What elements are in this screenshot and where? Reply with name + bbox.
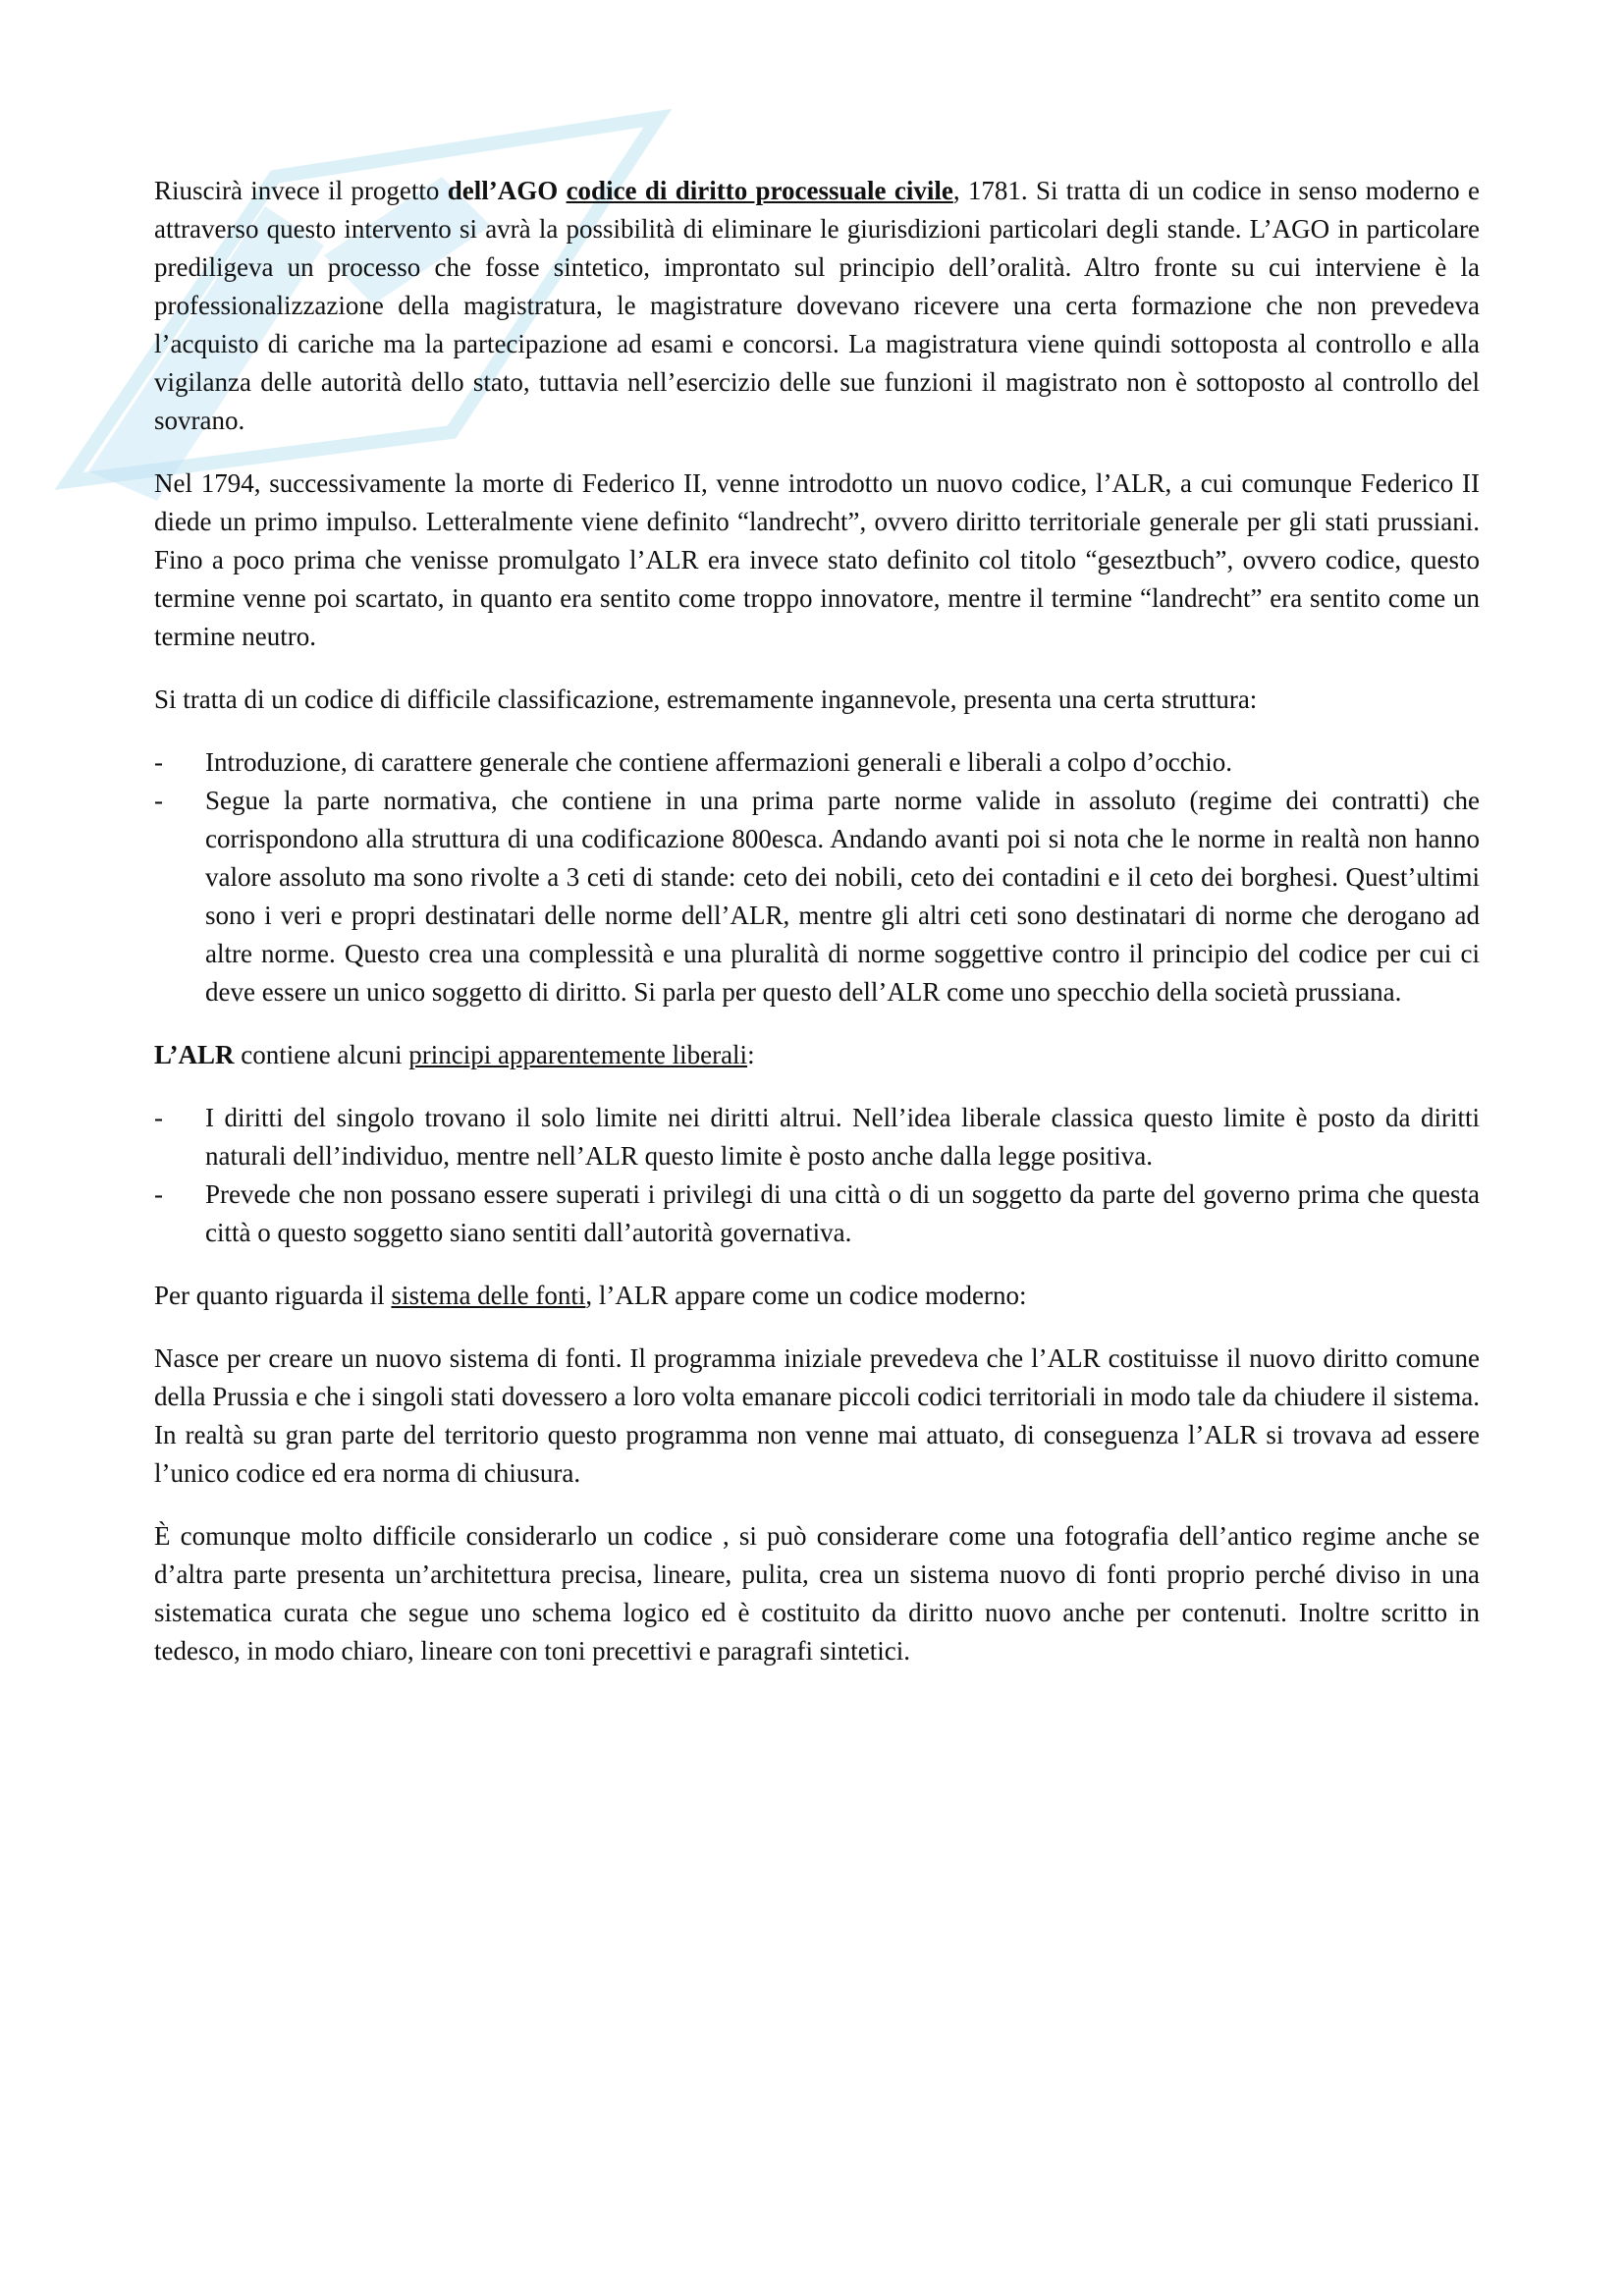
list-item: [154, 1099, 1480, 1175]
text: contiene alcuni: [234, 1040, 409, 1069]
text: , 1781. Si tratta di un codice in senso moderno e attraverso questo intervento si avrà la possibilità di eliminare le giurisdizioni particolari degli stande. L’AGO in particolare prediligeva un processo che fosse sintetico, improntato sul principio dell’oralità. Altro fronte su cui interviene è la professionalizzazione della magistratura, le magistrature dovevano ricevere una certa formazione che non prevedeva l’acquisto di cariche ma la partecipazione ad esami e concorsi. La magistratura viene quindi sottoposta al controllo e alla vigilanza delle autorità dello stato, tuttavia nell’esercizio delle sue funzioni il magistrato non è sottoposto al controllo del sovrano.: [154, 176, 1480, 435]
dash-bullet: -: [154, 747, 163, 777]
dash-bullet: -: [154, 1103, 163, 1132]
list-item-text: Prevede che non possano essere superati i privilegi di una città o di un soggetto da parte del governo prima che questa città o questo soggetto siano sentiti dall’autorità governativa.: [205, 1179, 1480, 1247]
list-item: [154, 743, 1480, 782]
bold-term: L’ALR: [154, 1040, 235, 1069]
text: , l’ALR appare come un codice moderno:: [585, 1281, 1027, 1310]
bold-underlined-term: codice di diritto processuale civile: [566, 176, 953, 205]
list-item-text: Introduzione, di carattere generale che contiene affermazioni generali e liberali a colpo d’occhio.: [205, 747, 1232, 777]
list-item: [154, 1175, 1480, 1252]
list-item-text: Segue la parte normativa, che contiene in una prima parte norme valide in assoluto (regime dei contratti) che corrispondono alla struttura di una codificazione 800esca. Andando avanti poi si nota che le norme in realtà non hanno valore assoluto ma sono rivolte a 3 ceti di stande: ceto dei nobili, ceto dei contadini e il ceto dei borghesi. Quest’ultimi sono i veri e propri destinatari delle norme dell’ALR, mentre gli altri ceti sono destinatari di norme che derogano ad altre norme. Questo crea una complessità e una pluralità di norme soggettive contro il principio del codice per cui ci deve essere un unico soggetto di diritto. Si parla per questo dell’ALR come uno specchio della società prussiana.: [205, 786, 1480, 1007]
text: :: [747, 1040, 755, 1069]
underlined-term: sistema delle fonti: [391, 1281, 586, 1310]
underlined-term: principi apparentemente liberali: [408, 1040, 748, 1069]
bold-term: dell’AGO: [447, 176, 559, 205]
paragraph-conclusion: È comunque molto difficile considerarlo un codice , si può considerare come una fotografia dell’antico regime anche se d’altra parte presenta un’architettura precisa, lineare, pulita, crea un sistema nuovo di fonti proprio perché diviso in una sistematica curata che segue uno schema logico ed è costituito da diritto nuovo anche per contenuti. Inoltre scritto in tedesco, in modo chiaro, lineare con toni precettivi e paragrafi sintetici.: [154, 1521, 1480, 1666]
principles-list: [154, 1099, 1480, 1252]
document-body: [154, 172, 1480, 1695]
list-item: [154, 782, 1480, 1011]
list-item-text: I diritti del singolo trovano il solo limite nei diritti altrui. Nell’idea liberale classica questo limite è posto da diritti naturali dell’individuo, mentre nell’ALR questo limite è posto anche dalla legge positiva.: [205, 1103, 1480, 1171]
paragraph-new-system: Nasce per creare un nuovo sistema di fonti. Il programma iniziale prevedeva che l’ALR costituisse il nuovo diritto comune della Prussia e che i singoli stati dovessero a loro volta emanare piccoli codici territoriali in modo tale da chiudere il sistema. In realtà su gran parte del territorio questo programma non venne mai attuato, di conseguenza l’ALR si trovava ad essere l’unico codice ed era norma di chiusura.: [154, 1343, 1480, 1488]
text: Riuscirà invece il progetto: [154, 176, 448, 205]
paragraph-classification: Si tratta di un codice di difficile classificazione, estremamente ingannevole, presenta una certa struttura:: [154, 684, 1258, 714]
paragraph-sources: [154, 1277, 1480, 1315]
structure-list: [154, 743, 1480, 1011]
dash-bullet: -: [154, 1179, 163, 1209]
paragraph-ago: [154, 172, 1480, 440]
paragraph-liberal-principles: [154, 1036, 1480, 1074]
text: [558, 176, 566, 205]
paragraph-alr-intro: Nel 1794, successivamente la morte di Federico II, venne introdotto un nuovo codice, l’ALR, a cui comunque Federico II diede un primo impulso. Letteralmente viene definito “landrecht”, ovvero diritto territoriale generale per gli stati prussiani. Fino a poco prima che venisse promulgato l’ALR era invece stato definito col titolo “geseztbuch”, ovvero codice, questo termine venne poi scartato, in quanto era sentito come troppo innovatore, mentre il termine “landrecht” era sentito come un termine neutro.: [154, 468, 1480, 651]
text: Per quanto riguarda il: [154, 1281, 392, 1310]
dash-bullet: -: [154, 786, 163, 815]
